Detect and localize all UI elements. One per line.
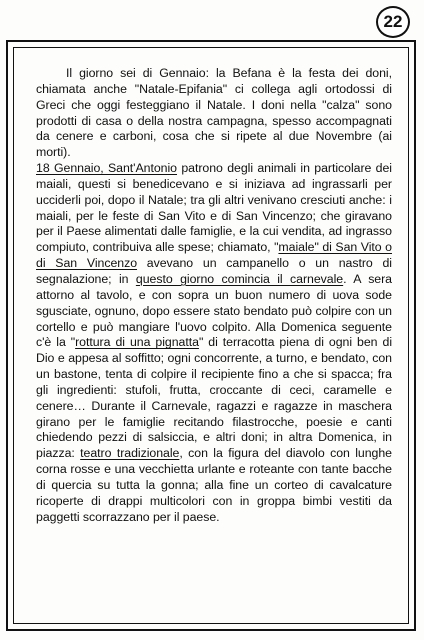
underline-maiale-san-vito: maiale" di San Vito o di San Vincenzo xyxy=(36,240,392,271)
text-frame-inner xyxy=(13,47,409,624)
text-segment-d: " di terracotta piena di ogni ben di Dio e appesa al soffitto; ogni concorrente, a turno, e bendato, con un bastone, tenta di colpire il recipiente fino a che si spacca; fra gli ingredienti: stufoli, frutta, croccante di ceci, caramelle e cenere… Durante il Carnevale, ragazzi e ragazze in maschera girano per le famiglie recitando filastrocche, poesie e canti chiedendo pezzi di salsiccia, e altri doni; in altra Domenica, in piazza: xyxy=(36,335,393,461)
text-segment-e: , con la figura del diavolo con lunghe corna rosse e una vecchietta urlante e roteante con tante bacche di quercia su tutta la gonna; alla fine un corteo di cavalcature ricoperte di drappi multicolori con in groppa bimbi vestiti da paggetti scorrazzano per il paese. xyxy=(36,446,393,524)
underline-pignatta: rottura di una pignatta xyxy=(75,335,199,350)
underline-teatro: teatro tradizionale xyxy=(80,446,180,461)
underline-carnevale: questo giorno comincia il carnevale xyxy=(135,271,344,286)
page-number: 22 xyxy=(376,6,410,38)
text-segment-c: . A sera attorno al tavolo, e con sopra un buon numero di uova sode sgusciate, ognuno, dopo essere stato bendato può colpire con un cortello e può mangiare l'uovo colpito. Alla Domenica seguente c'è la " xyxy=(36,271,393,350)
body-text xyxy=(36,66,392,525)
text-segment-a: patrono degli animali in particolare dei maiali, questi si benedicevano e si iniziava ad ingrassarli per ucciderli poi, dopo il Natale; tra gli altri venivano cresciuti anche: i maiali, per le feste di San Vito e di San Vincenzo; che giravano per il Paese alimentati dalle famiglie, e la cui vendita, ad ingrasso compiuto, contribuiva alle spese; chiamato, " xyxy=(36,161,392,255)
underline-sant-antonio: 18 Gennaio, Sant'Antonio xyxy=(36,161,178,176)
text-frame xyxy=(6,40,416,631)
text-segment-b: avevano un campanello o un nastro di segnalazione; in xyxy=(36,256,392,286)
paragraph-befana: Il giorno sei di Gennaio: la Befana è la festa dei doni, chiamata anche "Natale-Epifania" ci collega agli ortodossi di Greci che oggi festeggiano il Natale. I doni nella "calza" sono prodotti di casa o della nostra campagna, spesso accompagnati da cenere e carboni, cosa che si ripete al due Novembre (ai morti). xyxy=(36,66,392,160)
